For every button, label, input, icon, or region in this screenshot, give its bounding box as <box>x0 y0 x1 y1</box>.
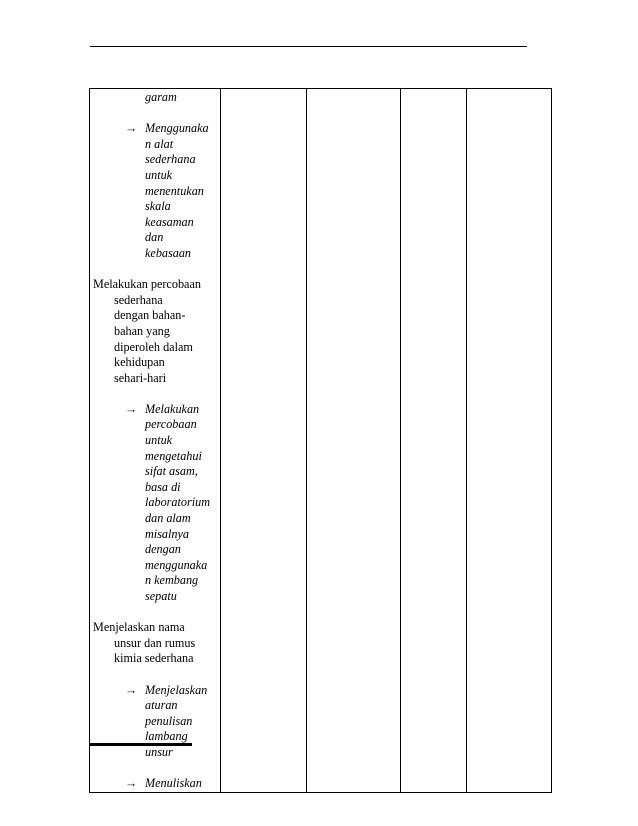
column-3-cell <box>307 89 401 793</box>
arrow-right-icon: → <box>125 682 138 697</box>
item-2: Menjelaskan nama unsur dan rumus kimia sederhana <box>93 620 196 666</box>
column-4-cell <box>401 89 467 793</box>
item-1: Melakukan percobaan sederhana dengan bahan- bahan yang diperoleh dalam kehidupan sehari-hari <box>93 277 201 385</box>
arrow-right-icon: → <box>125 121 138 136</box>
sub-item-2: → Melakukan percobaan untuk mengetahui sifat asam, basa di laboratorium dan alam misalnya dengan menggunaka n kembang sepatu <box>125 401 211 603</box>
content-table <box>89 88 552 793</box>
sub-item-1: → Menggunaka n alat sederhana untuk menentukan skala keasaman dan kebasaan <box>125 121 209 260</box>
header-rule <box>90 46 527 47</box>
column-2-cell <box>221 89 307 793</box>
sub-item-4: → Menuliskan <box>125 776 202 791</box>
arrow-right-icon: → <box>125 776 138 791</box>
arrow-right-icon: → <box>125 401 138 416</box>
continued-line: garam <box>145 90 177 104</box>
column-1-cell <box>90 89 221 793</box>
table-row <box>90 89 552 793</box>
column-5-cell <box>467 89 552 793</box>
sub-item-3: → Menjelaskan aturan penulisan lambang unsur <box>125 682 208 759</box>
footnote-rule <box>89 743 192 746</box>
